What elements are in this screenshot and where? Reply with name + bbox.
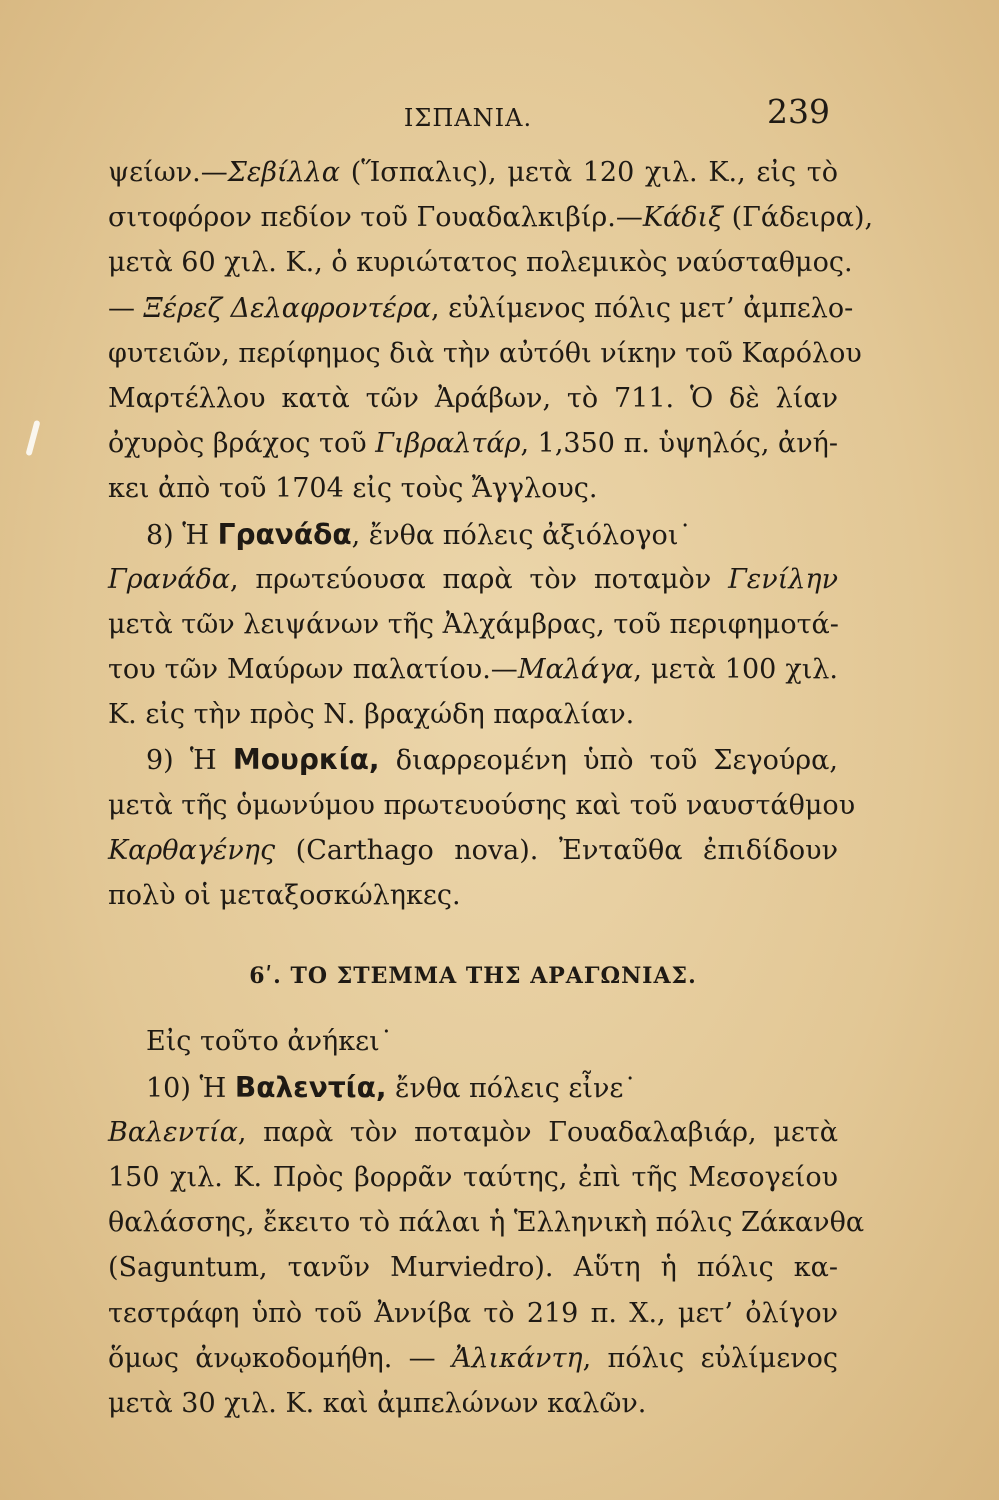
text-span: Μαρτέλλου κατὰ τῶν Ἀράβων, τὸ 711. Ὁ δὲ λίαν: [108, 382, 838, 414]
pencil-mark: [25, 420, 40, 456]
text-span: , μετὰ 100 χιλ.: [633, 654, 839, 686]
text-span: , εὐλίμενος πόλις μετ’ ἀμπελο-: [430, 292, 854, 324]
text-line: [108, 692, 838, 737]
text-span: ὅμως ἀνῳκοδομήθη. —: [108, 1342, 452, 1374]
text-line: [108, 240, 853, 285]
text-span: μετὰ 30 χιλ. Κ. καὶ ἀμπελώνων καλῶν.: [108, 1387, 647, 1419]
text-block-aragon: [108, 1019, 865, 1426]
place-name: Γρανάδα: [108, 563, 230, 595]
text-span: 9) Ἡ: [146, 745, 233, 777]
text-line: [108, 783, 856, 828]
text-span: (Ἵσπαλις), μετὰ 120 χιλ. Κ., εἰς τὸ: [340, 157, 838, 188]
text-span: , πόλις εὐλίμενος: [582, 1342, 838, 1374]
text-span: ψείων.—: [108, 157, 228, 188]
text-span: , παρὰ τὸν ποταμὸν Γουαδαλαβιάρ, μετὰ: [237, 1116, 838, 1148]
running-head: ΙΣΠΑΝΙΑ.: [403, 104, 533, 132]
text-line: [108, 1336, 838, 1381]
place-name: Κάδιξ: [642, 202, 723, 234]
text-line: [108, 421, 838, 466]
place-name: Καρθαγένης: [108, 834, 276, 866]
text-line: [108, 331, 862, 376]
place-name: Βαλεντία: [108, 1116, 238, 1148]
text-span: πολὺ οἱ μεταξοσκώληκες.: [108, 880, 461, 911]
body-text: [108, 150, 874, 1426]
text-span: μετὰ τῆς ὁμωνύμου πρωτευούσης καὶ τοῦ ναυστάθμου: [108, 789, 856, 821]
text-span: φυτειῶν, περίφημος διὰ τὴν αὐτόθι νίκην τοῦ Καρόλου: [108, 337, 862, 369]
text-span: ἔνθα πόλεις εἶνε˙: [386, 1072, 637, 1104]
text-line: [108, 150, 838, 195]
text-span: (Γάδειρα),: [722, 202, 874, 234]
text-line: [108, 1291, 838, 1336]
text-line: [108, 1155, 838, 1200]
place-name: Γιβραλτάρ: [375, 428, 521, 460]
text-span: (Carthago nova). Ἐνταῦθα ἐπιδίδουν: [275, 834, 838, 866]
text-line: [108, 1245, 838, 1290]
place-name: Ἀλικάντη: [451, 1342, 583, 1374]
text-line: [108, 466, 838, 511]
text-span: μετὰ τῶν λειψάνων τῆς Ἀλχάμβρας, τοῦ περιφημοτά-: [108, 608, 839, 640]
text-span: (Saguntum, τανῦν Murviedro). Αὕτη ἡ πόλις κα-: [108, 1252, 838, 1284]
text-span: κει ἀπὸ τοῦ 1704 εἰς τοὺς Ἄγγλους.: [108, 473, 598, 505]
section-title: 6ʹ. ΤΟ ΣΤΕΜΜΑ ΤΗΣ ΑΡΑΓΩΝΙΑΣ.: [249, 963, 697, 990]
place-name: Γενίλην: [728, 563, 838, 595]
text-span: τεστράφη ὑπὸ τοῦ Ἀννίβα τὸ 219 π. Χ., μετ’ ὀλίγον: [108, 1297, 838, 1329]
text-line: [108, 1019, 838, 1064]
text-span: σιτοφόρον πεδίον τοῦ Γουαδαλκιβίρ.—: [108, 202, 643, 234]
text-span: , ἔνθα πόλεις ἀξιόλογοι˙: [351, 519, 692, 551]
text-line: [108, 557, 838, 602]
text-span: του τῶν Μαύρων παλατίου.—: [108, 654, 518, 686]
text-span: , 1,350 π. ὑψηλός, ἀνή-: [520, 428, 838, 460]
text-line: [108, 1200, 865, 1245]
text-line: [108, 376, 838, 421]
text-span: , πρωτεύουσα παρὰ τὸν ποταμὸν: [229, 563, 729, 595]
place-name: Σεβίλλα: [227, 157, 340, 188]
text-line: [108, 737, 838, 782]
text-span: Εἰς τοῦτο ἀνήκει˙: [146, 1026, 394, 1058]
text-line: [108, 1065, 838, 1110]
text-span: ὀχυρὸς βράχος τοῦ: [108, 428, 376, 460]
text-line: [108, 873, 838, 918]
text-line: [108, 286, 854, 331]
text-line: [108, 647, 838, 692]
place-name: Μαλάγα: [517, 654, 634, 686]
text-span: μετὰ 60 χιλ. Κ., ὁ κυριώτατος πολεμικὸς ναύσταθμος.: [108, 247, 853, 279]
text-block-spain-south: [108, 150, 874, 918]
text-span: 8) Ἡ: [146, 519, 218, 551]
place-name: Ξέρεζ Δελαφροντέρα: [143, 292, 431, 324]
text-span: θαλάσσης, ἔκειτο τὸ πάλαι ἡ Ἑλληνικὴ πόλις Ζάκανθα: [108, 1207, 865, 1239]
text-line: [108, 1381, 838, 1426]
region-name: Γρανάδα: [217, 517, 352, 551]
page-header: [108, 92, 830, 140]
text-line: [108, 1110, 838, 1155]
text-line: [108, 195, 874, 240]
text-span: —: [108, 292, 144, 324]
text-span: διαρρεομένη ὑπὸ τοῦ Σεγούρα,: [379, 745, 838, 777]
page-number: 239: [767, 92, 830, 131]
text-span: Κ. εἰς τὴν πρὸς Ν. βραχώδη παραλίαν.: [108, 699, 635, 731]
text-span: 150 χιλ. Κ. Πρὸς βορρᾶν ταύτης, ἐπὶ τῆς Μεσογείου: [108, 1161, 838, 1193]
region-name: Μουρκία,: [232, 743, 380, 777]
text-span: 10) Ἡ: [146, 1072, 235, 1104]
text-line: [108, 512, 838, 557]
text-line: [108, 602, 838, 647]
text-line: [108, 828, 838, 873]
region-name: Βαλεντία,: [234, 1070, 387, 1104]
